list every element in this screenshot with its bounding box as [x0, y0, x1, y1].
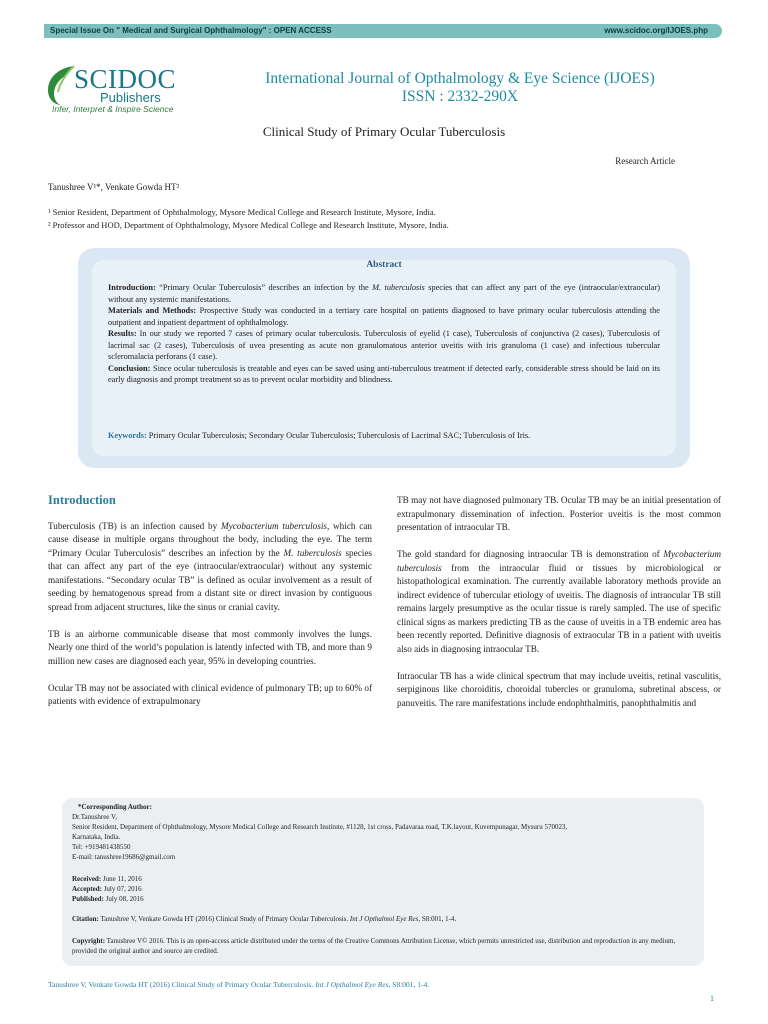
column-right — [397, 494, 721, 724]
affiliation-1: ¹ Senior Resident, Department of Ophthalmology, Mysore Medical College and Research Institute, Mysore, India. — [48, 207, 436, 217]
accepted-date: Accepted: July 07, 2016 — [72, 885, 142, 893]
journal-name: International Journal of Opthalmology & Eye Science (IJOES) — [265, 70, 655, 87]
abstract-introduction: Introduction: “Primary Ocular Tuberculosis” describes an infection by the M. tuberculosis species that can affect any part of the eye (intraocular/extraocular) without any systemic manifestations. — [108, 283, 660, 304]
journal-issn: ISSN : 2332-290X — [401, 88, 519, 105]
abstract-methods: Materials and Methods: Prospective Study was conducted in a tertiary care hospital on patients diagnosed to have primary ocular tuberculosis attending the outpatient and inpatient department of ophthalmology. — [108, 306, 660, 327]
paragraph: The gold standard for diagnosing intraocular TB is demonstration of Mycobacterium tuberculosis from the intraocular fluid or tissues by microbiological or histopathological examination. The currently available laboratory methods provide an indirect evidence of tubercular etiology of uveitis. The diagnosis of intraocular TB still remains largely presumptive as the ocular tissue is rarely sampled. The use of specific clinical signs as markers predicting TB as the cause of uveitis in a TB endemic area has been recently reported. Definitive diagnosis of extraocular TB in a patient with uveitis also aids in diagnosing intraocular TB. — [397, 549, 721, 654]
column-left — [48, 494, 372, 722]
authors: Tanushree V¹*, Venkate Gowda HT² — [48, 182, 180, 192]
abstract-conclusion: Conclusion: Since ocular tuberculosis is treatable and eyes can be saved using anti-tuberculous treatment if detected early, considerable stress should be laid on its early diagnosis and prompt treatment so as to prevent ocular morbidity and blindness. — [108, 363, 660, 384]
abstract-body — [108, 282, 660, 386]
corresponding-email[interactable]: E-mail: tanushree19686@gmail.com — [72, 853, 176, 861]
keywords: Keywords: Primary Ocular Tuberculosis; Secondary Ocular Tuberculosis; Tuberculosis of Lacrimal SAC; Tuberculosis of Iris. — [108, 431, 531, 440]
paragraph: Tuberculosis (TB) is an infection caused by Mycobacterium tuberculosis, which can cause disease in multiple organs throughout the body, including the eye. The term “Primary Ocular Tuberculosis” describes an infection by the M. tuberculosis species that can affect any part of the eye (intraocular/extraocular) without any systemic manifestations. “Secondary ocular TB” is defined as ocular involvement as a result of seeding by hematogenous spread from a distant site or direct invasion by contiguous spread from adjacent structures, like the sinus or cranial cavity. — [48, 520, 373, 612]
copyright: Copyright: Tanushree V© 2016. This is an open-access article distributed under the terms of the Creative Commons Attribution License, which permits unrestricted use, distribution and reproduction in any medium, provided the original author and source are credited. — [72, 937, 676, 955]
abstract-box — [78, 248, 690, 468]
logo-name: SCIDOC — [74, 64, 177, 94]
article-type: Research Article — [615, 156, 675, 166]
leaf-swoosh-icon — [44, 64, 78, 106]
corresponding-address: Senior Resident, Department of Ophthalmology, Mysore Medical College and Research Institute, #1128, 1st cross, Padavaraa road, T.K.layout, Kuvempunagar, Mysuru 570023, — [72, 823, 568, 831]
paragraph: Ocular TB may not be associated with clinical evidence of pulmonary TB; up to 60% of patients with evidence of extrapulmonary — [48, 682, 372, 706]
top-banner — [44, 24, 722, 38]
introduction-heading: Introduction — [48, 493, 116, 507]
page-number: 1 — [710, 994, 714, 1003]
article-title: Clinical Study of Primary Ocular Tuberculosis — [262, 124, 506, 139]
affiliation-2: ² Professor and HOD, Department of Ophthalmology, Mysore Medical College and Research Institute, Mysore, India. — [48, 220, 449, 230]
corresponding-address-2: Karnataka, India. — [72, 833, 121, 841]
journal-url[interactable]: www.scidoc.org/IJOES.php — [604, 26, 708, 35]
correspondence-box — [62, 798, 704, 966]
affiliations — [48, 206, 449, 232]
published-date: Published: July 08, 2016 — [72, 895, 144, 903]
logo-tagline: Infer, Interpret & Inspire Science — [52, 104, 174, 114]
journal-header — [240, 70, 680, 106]
received-date: Received: June 11, 2016 — [72, 875, 142, 883]
footer-citation: Tanushree V, Venkate Gowda HT (2016) Clinical Study of Primary Ocular Tuberculosis. Int J Opthalmol Eye Res, S8:001, 1-4. — [48, 980, 430, 989]
special-issue-label: Special Issue On " Medical and Surgical Ophthalmology" : OPEN ACCESS — [50, 26, 332, 35]
abstract-inner — [92, 260, 676, 456]
paragraph: TB may not have diagnosed pulmonary TB. Ocular TB may be an initial presentation of extrapulmonary dissemination of infection. Posterior uveitis is the most common presentation of intraocular TB. — [397, 495, 721, 532]
abstract-heading: Abstract — [366, 260, 402, 270]
paragraph: Intraocular TB has a wide clinical spectrum that may include uveitis, retinal vasculitis, serpiginous like choroiditis, choroidal tubercles or granuloma, subretinal abscess, or panuveitis. The rare manifestations include endophthalmitis, panophthalmitis and — [397, 670, 721, 708]
corresponding-tel: Tel: +919481438550 — [72, 843, 131, 851]
citation: Citation: Tanushree V, Venkate Gowda HT (2016) Clinical Study of Primary Ocular Tuberculosis. Int J Opthalmol Eye Res, S8:001, 1-4. — [72, 915, 457, 923]
corresponding-heading: *Corresponding Author: — [78, 803, 152, 811]
corresponding-name: Dr.Tanushree V, — [72, 813, 117, 821]
publisher-logo — [44, 64, 204, 116]
paragraph: TB is an airborne communicable disease that most commonly involves the lungs. Nearly one third of the world’s population is latently infected with TB, and more than 9 million new cases are diagnosed each year, 95% in developing countries. — [48, 628, 372, 666]
abstract-results: Results: In our study we reported 7 cases of primary ocular tuberculosis. Tuberculosis of eyelid (1 case), Tuberculosis of conjunctiva (2 cases), Tuberculosis of lacrimal sac (2 cases), Tuberculosis of uvea presenting as acute non granulomatous anterior uveitis with iris granuloma (1 case) and infectious tubercular scleromalacia perforans (1 case). — [108, 329, 660, 361]
logo-subtitle: Publishers — [100, 90, 161, 105]
